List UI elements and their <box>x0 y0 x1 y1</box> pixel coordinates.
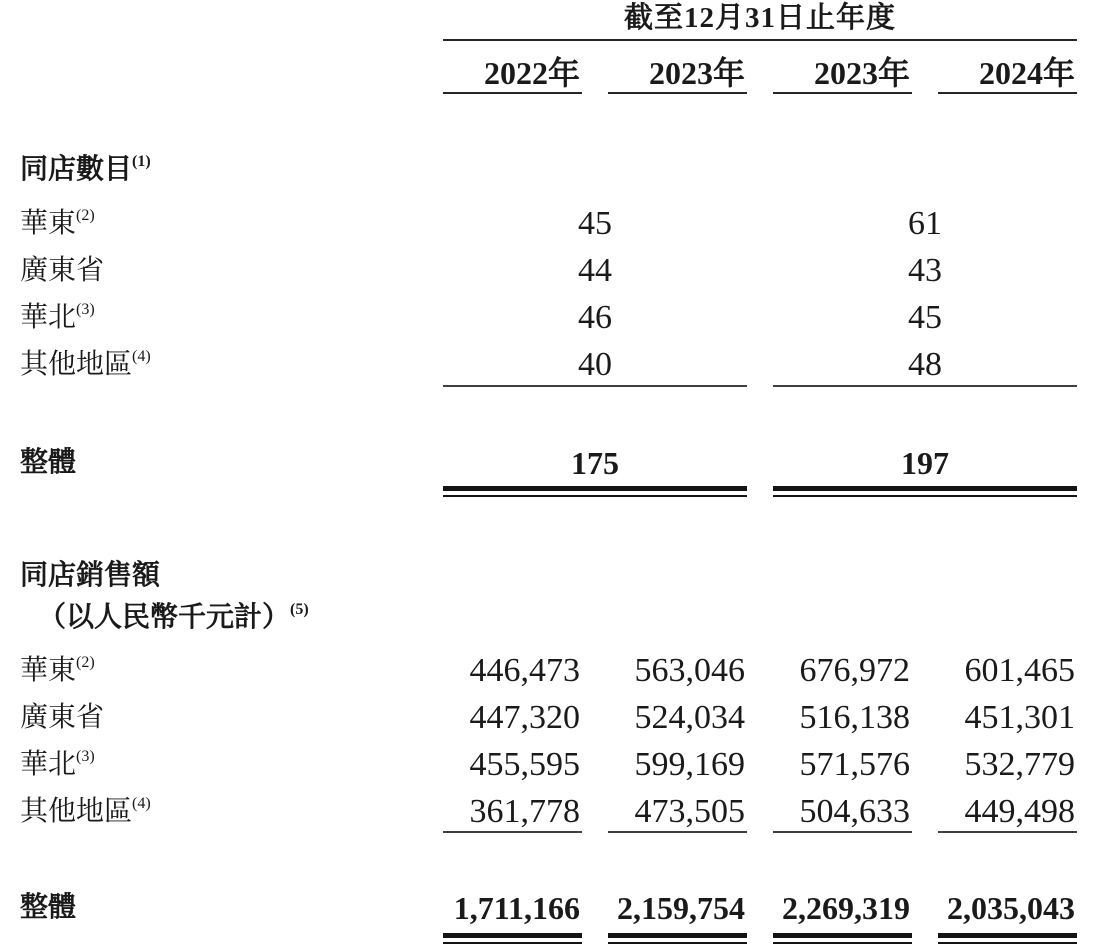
row-label-other-regions: 其他地區$^{(4)}$ <box>20 795 151 827</box>
total-count-2022: 175 <box>571 445 619 481</box>
sales-other-2023a: 473,505 <box>634 793 745 830</box>
double-rule-col4 <box>938 933 1077 944</box>
col-header-2023-a: 2023年 <box>608 58 747 94</box>
sales-east-2024: 601,465 <box>964 652 1075 689</box>
period-header-rule <box>443 39 1077 41</box>
table-row <box>0 294 1096 341</box>
row-label-guangdong: 廣東省 <box>20 702 105 733</box>
count-guangdong-2022: 44 <box>578 252 612 289</box>
sales-guangdong-2023a: 524,034 <box>634 699 745 736</box>
count-east-2022: 45 <box>578 205 612 242</box>
financial-statement-table <box>0 2 1096 950</box>
section2-title-row <box>0 559 1096 593</box>
total-count-2023: 197 <box>901 445 949 481</box>
table-row <box>0 341 1096 388</box>
count-other-2023: 48 <box>908 346 942 383</box>
total-label: 整體 <box>20 892 77 923</box>
section1-title <box>20 154 417 186</box>
total-label: 整體 <box>20 447 77 478</box>
col-header-2022: 2022年 <box>443 58 582 94</box>
double-rule-right <box>773 486 1077 497</box>
sales-east-2023b: 676,972 <box>799 652 910 689</box>
row-label-north-china: 華北$^{(3)}$ <box>20 301 95 333</box>
footnote-ref-3: (3) <box>76 301 95 318</box>
total-sales-2024: 2,035,043 <box>947 890 1075 926</box>
double-rule-left <box>443 486 747 497</box>
col-header-2023-b: 2023年 <box>773 58 912 94</box>
total-sales-2022: 1,711,166 <box>453 890 580 926</box>
table-row <box>0 247 1096 294</box>
footnote-ref-5: (5) <box>290 601 309 618</box>
total-sales-2023b: 2,269,319 <box>782 890 910 926</box>
section1-title-text: 同店數目 <box>20 154 133 185</box>
sales-north-2023b: 571,576 <box>799 746 910 783</box>
row-label-east-china: 華東$^{(2)}$ <box>20 654 95 686</box>
section2-total-rule-row <box>0 933 1096 944</box>
table-row <box>0 741 1096 788</box>
col-header-2024: 2024年 <box>938 58 1077 94</box>
sales-other-2022: 361,778 <box>469 793 580 830</box>
row-label-east-china: 華東$^{(2)}$ <box>20 207 95 239</box>
table-row <box>0 200 1096 247</box>
sales-guangdong-2022: 447,320 <box>469 699 580 736</box>
section1-total-rule-row <box>0 486 1096 497</box>
subtotal-rule-col2 <box>608 831 747 833</box>
double-rule-col1 <box>443 933 582 944</box>
sales-north-2022: 455,595 <box>469 746 580 783</box>
sales-guangdong-2024: 451,301 <box>964 699 1075 736</box>
table-row <box>0 694 1096 741</box>
section2-subtitle-row <box>0 601 1096 635</box>
section1-total-row <box>0 444 1096 482</box>
sales-other-2023b: 504,633 <box>799 793 910 830</box>
count-other-2022: 40 <box>578 346 612 383</box>
section2-total-row <box>0 889 1096 927</box>
row-label-north-china: 華北$^{(3)}$ <box>20 748 95 780</box>
footnote-ref-2: (2) <box>76 207 95 224</box>
footnote-ref-4: (4) <box>132 795 151 812</box>
table-row <box>0 647 1096 694</box>
subtotal-rule-left <box>443 385 747 387</box>
subtotal-rule-col3 <box>773 831 912 833</box>
section1-title-row <box>0 154 1096 186</box>
period-header-row <box>0 2 1096 35</box>
row-label-guangdong: 廣東省 <box>20 255 105 286</box>
subtotal-rule-col4 <box>938 831 1077 833</box>
count-east-2023: 61 <box>908 205 942 242</box>
count-north-2022: 46 <box>578 299 612 336</box>
year-header-row <box>0 55 1096 94</box>
footnote-ref-4: (4) <box>132 348 151 365</box>
sales-north-2023a: 599,169 <box>634 746 745 783</box>
sales-north-2024: 532,779 <box>964 746 1075 783</box>
subtotal-rule-col1 <box>443 831 582 833</box>
sales-east-2022: 446,473 <box>469 652 580 689</box>
double-rule-col3 <box>773 933 912 944</box>
subtotal-rule-right <box>773 385 1077 387</box>
count-guangdong-2023: 43 <box>908 252 942 289</box>
footnote-ref-2: (2) <box>76 654 95 671</box>
sales-other-2024: 449,498 <box>964 793 1075 830</box>
section2-subtitle: （以人民幣千元計）$^{(5)}$ <box>38 601 309 633</box>
footnote-ref-1: (1) <box>132 153 151 170</box>
sales-guangdong-2023b: 516,138 <box>799 699 910 736</box>
period-header-rule-row <box>0 39 1096 41</box>
row-label-other-regions: 其他地區$^{(4)}$ <box>20 348 151 380</box>
table-row <box>0 788 1096 835</box>
section2-title: 同店銷售額 <box>20 560 161 591</box>
double-rule-col2 <box>608 933 747 944</box>
sales-east-2023a: 563,046 <box>634 652 745 689</box>
total-sales-2023a: 2,159,754 <box>617 890 745 926</box>
footnote-ref-3: (3) <box>76 748 95 765</box>
period-header: 截至12月31日止年度 <box>623 2 896 34</box>
count-north-2023: 45 <box>908 299 942 336</box>
